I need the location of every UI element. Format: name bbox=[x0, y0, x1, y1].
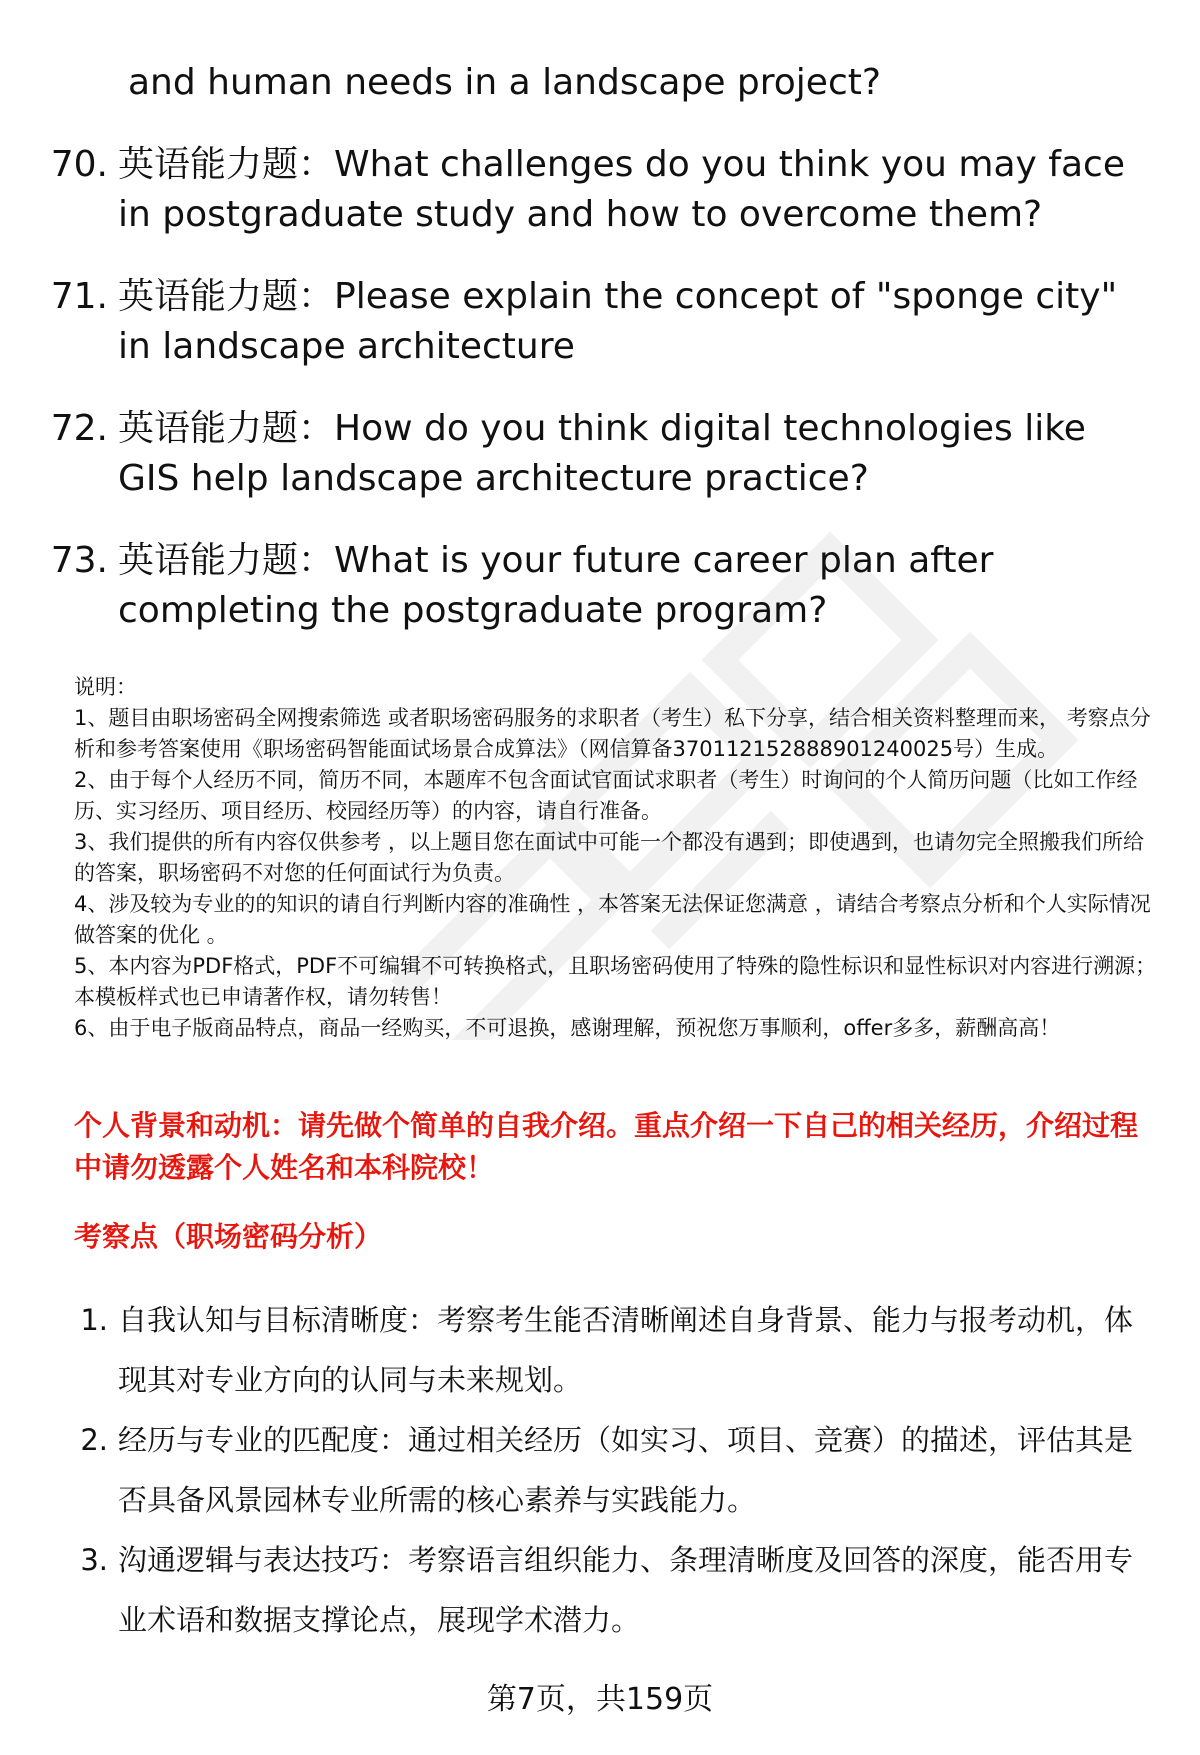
note-item: 6、由于电子版商品特点，商品一经购买，不可退换，感谢理解，预祝您万事顺利，offer多多，薪酬高高！ bbox=[74, 1016, 1061, 1040]
question-number: 70. bbox=[50, 144, 108, 185]
assessment-point bbox=[0, 1410, 1200, 1530]
question-text: 英语能力题：Please explain the concept of "sponge city" in landscape architecture bbox=[118, 276, 1118, 367]
notes-heading: 说明： bbox=[74, 675, 137, 699]
assessment-points bbox=[0, 1290, 1200, 1650]
assessment-point bbox=[0, 1290, 1200, 1410]
note-item: 4、涉及较为专业的的知识的请自行判断内容的准确性 ，本答案无法保证您满意 ，请结合考察点分析和个人实际情况做答案的优化 。 bbox=[74, 892, 1151, 947]
question-list bbox=[0, 140, 1200, 668]
question-number: 72. bbox=[50, 408, 108, 449]
question-text: 英语能力题：How do you think digital technologies like GIS help landscape architecture practice? bbox=[118, 408, 1086, 499]
question-text: 英语能力题：What challenges do you think you may face in postgraduate study and how to overcome them? bbox=[118, 144, 1125, 235]
background-question: 个人背景和动机：请先做个简单的自我介绍。重点介绍一下自己的相关经历，介绍过程中请勿透露个人姓名和本科院校！ bbox=[74, 1109, 1139, 1184]
point-text: 自我认知与目标清晰度：考察考生能否清晰阐述自身背景、能力与报考动机，体现其对专业方向的认同与未来规划。 bbox=[118, 1303, 1134, 1397]
point-text: 经历与专业的匹配度：通过相关经历（如实习、项目、竞赛）的描述，评估其是否具备风景园林专业所需的核心素养与实践能力。 bbox=[118, 1423, 1134, 1517]
note-item: 1、题目由职场密码全网搜索筛选 或者职场密码服务的求职者（考生）私下分享，结合相关资料整理而来， 考察点分析和参考答案使用《职场密码智能面试场景合成算法》（网信算备370112152888901240025号）生成。 bbox=[74, 706, 1151, 761]
question-item bbox=[0, 140, 1200, 240]
assessment-point bbox=[0, 1530, 1200, 1650]
note-item: 2、由于每个人经历不同，简历不同，本题库不包含面试官面试求职者（考生）时询问的个人简历问题（比如工作经历、实习经历、项目经历、校园经历等）的内容，请自行准备。 bbox=[74, 768, 1138, 823]
notes-section bbox=[74, 672, 1160, 1044]
question-text: 英语能力题：What is your future career plan after completing the postgraduate program? bbox=[118, 540, 994, 631]
question-item bbox=[0, 272, 1200, 372]
point-text: 沟通逻辑与表达技巧：考察语言组织能力、条理清晰度及回答的深度，能否用专业术语和数据支撑论点，展现学术潜力。 bbox=[118, 1543, 1134, 1637]
question-number: 71. bbox=[50, 276, 108, 317]
assessment-title: 考察点（职场密码分析） bbox=[74, 1220, 383, 1253]
question-item bbox=[0, 536, 1200, 636]
note-item: 5、本内容为PDF格式，PDF不可编辑不可转换格式，且职场密码使用了特殊的隐性标识和显性标识对内容进行溯源；本模板样式也已申请著作权，请勿转售！ bbox=[74, 954, 1157, 1009]
page-number: 第7页，共159页 bbox=[486, 1682, 714, 1717]
note-item: 3、我们提供的所有内容仅供参考 ，以上题目您在面试中可能一个都没有遇到；即使遇到，也请勿完全照搬我们所给的答案，职场密码不对您的任何面试行为负责。 bbox=[74, 830, 1145, 885]
point-number: 2. bbox=[80, 1423, 108, 1457]
question-number: 73. bbox=[50, 540, 108, 581]
question-continuation: and human needs in a landscape project? bbox=[128, 62, 881, 103]
question-item bbox=[0, 404, 1200, 504]
point-number: 3. bbox=[80, 1543, 108, 1577]
point-number: 1. bbox=[80, 1303, 108, 1337]
